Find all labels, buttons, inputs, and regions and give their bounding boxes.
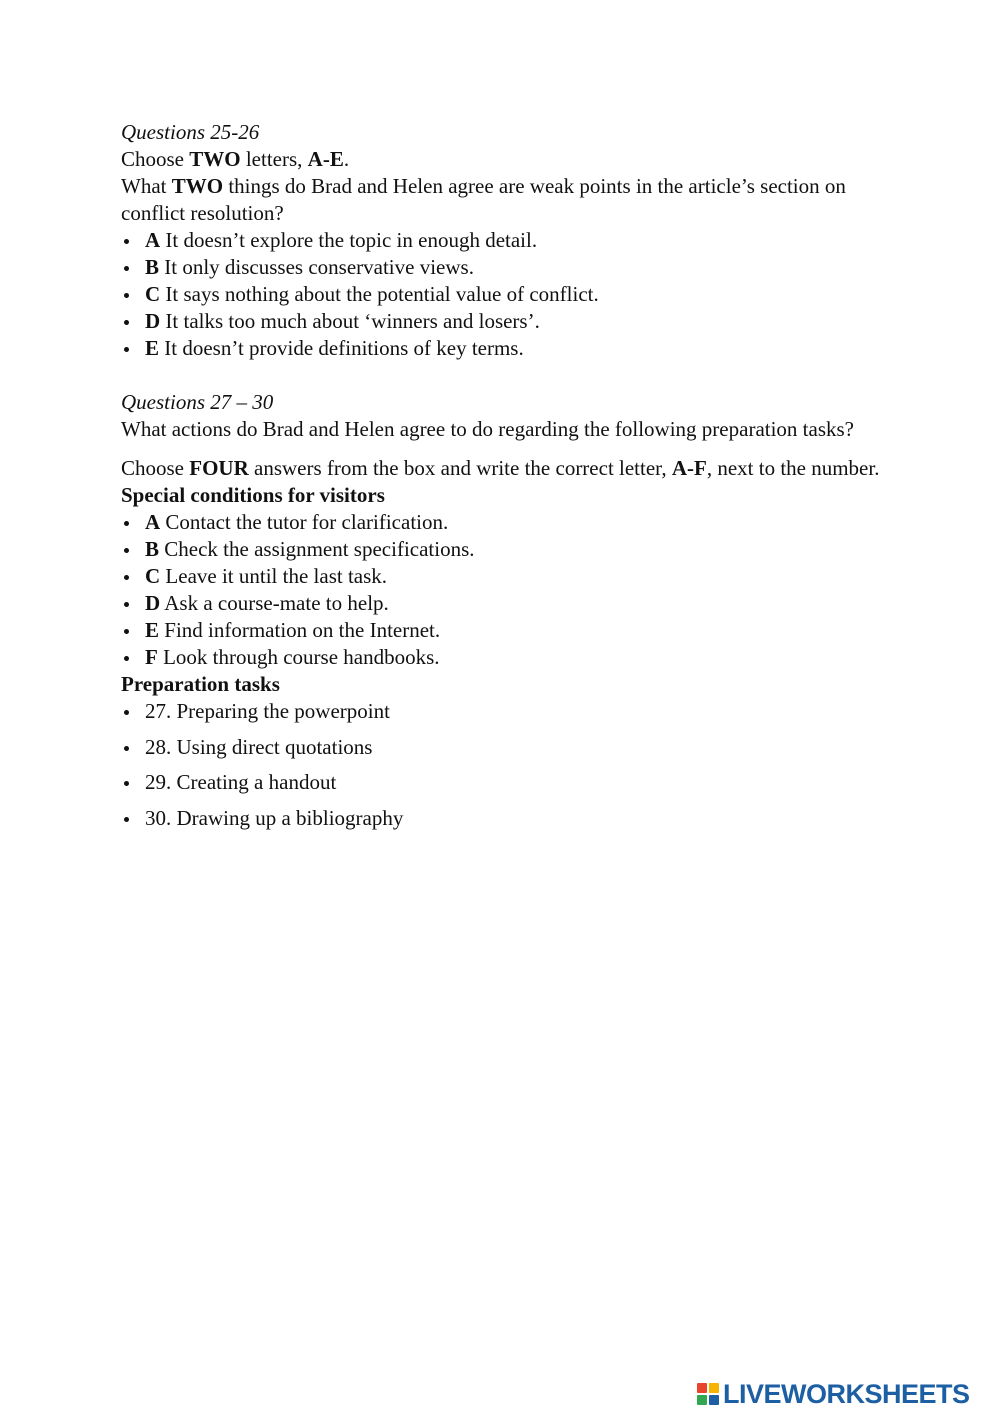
- logo-block: [697, 1383, 707, 1393]
- option-item: A It doesn’t explore the topic in enough detail.: [121, 227, 891, 254]
- section1-instruction: Choose TWO letters, A-E.: [121, 147, 350, 171]
- option-item: C It says nothing about the potential value of conflict.: [121, 281, 891, 308]
- task-item: 29. Creating a handout: [121, 769, 891, 796]
- liveworksheets-logo[interactable]: [697, 1378, 970, 1410]
- task-item: 27. Preparing the powerpoint: [121, 698, 891, 725]
- option-item: B Check the assignment specifications.: [121, 536, 891, 563]
- task-item: 28. Using direct quotations: [121, 734, 891, 761]
- logo-block: [697, 1395, 707, 1405]
- section1-heading: Questions 25-26: [121, 120, 260, 144]
- worksheet-content: [121, 119, 891, 840]
- box-title: Special conditions for visitors: [121, 483, 385, 507]
- option-item: F Look through course handbooks.: [121, 644, 891, 671]
- option-item: E It doesn’t provide definitions of key terms.: [121, 335, 891, 362]
- logo-block: [709, 1395, 719, 1405]
- option-item: E Find information on the Internet.: [121, 617, 891, 644]
- spacer: [121, 362, 891, 389]
- section2-options: [121, 509, 891, 671]
- spacer: [121, 443, 891, 455]
- option-item: D It talks too much about ‘winners and losers’.: [121, 308, 891, 335]
- section2-question: What actions do Brad and Helen agree to do regarding the following preparation tasks?: [121, 417, 855, 441]
- section1-options: [121, 227, 891, 362]
- option-item: B It only discusses conservative views.: [121, 254, 891, 281]
- option-item: C Leave it until the last task.: [121, 563, 891, 590]
- section2-heading: Questions 27 – 30: [121, 390, 274, 414]
- tasks-title: Preparation tasks: [121, 672, 280, 696]
- task-item: 30. Drawing up a bibliography: [121, 805, 891, 832]
- logo-block: [709, 1383, 719, 1393]
- section1-question: What TWO things do Brad and Helen agree are weak points in the article’s section on conflict resolution?: [121, 174, 846, 225]
- logo-blocks-icon: [697, 1383, 719, 1405]
- option-item: A Contact the tutor for clarification.: [121, 509, 891, 536]
- logo-text: LIVEWORKSHEETS: [723, 1378, 970, 1409]
- preparation-tasks: [121, 698, 891, 832]
- section2-instruction: Choose FOUR answers from the box and write the correct letter, A-F, next to the number.: [121, 456, 880, 480]
- option-item: D Ask a course-mate to help.: [121, 590, 891, 617]
